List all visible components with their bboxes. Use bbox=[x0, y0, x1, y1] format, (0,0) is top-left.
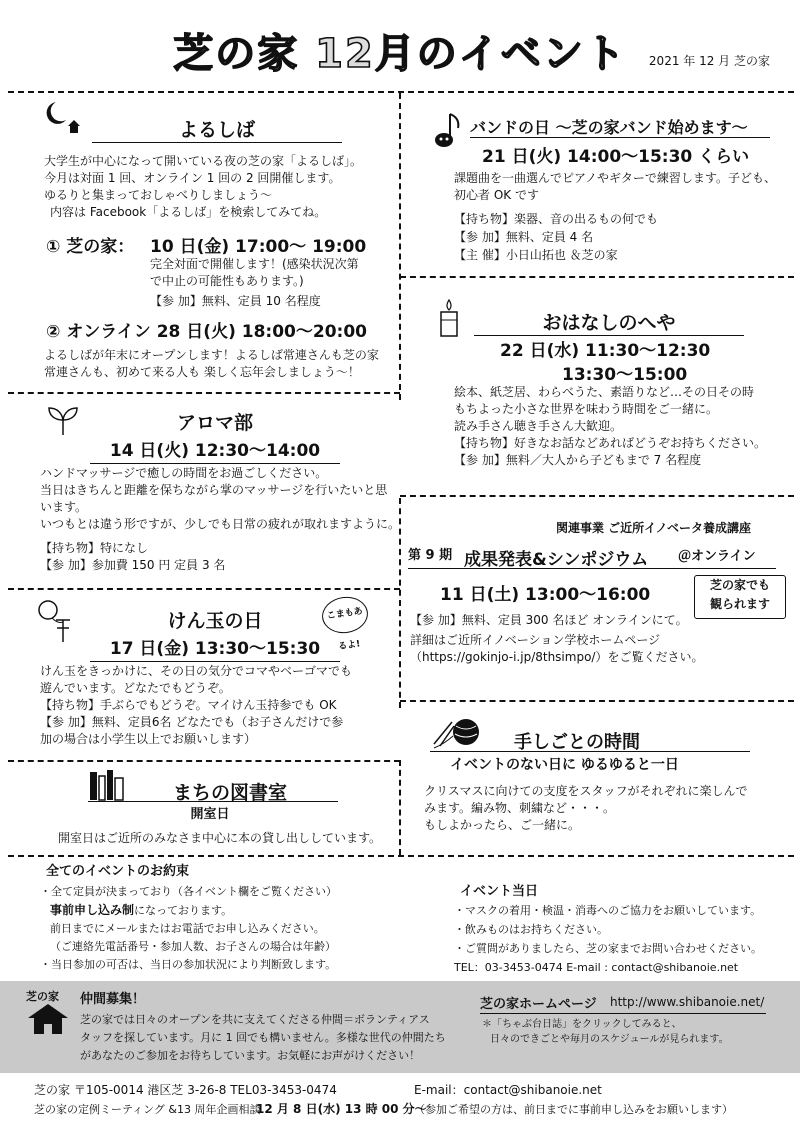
library-subtitle: 開室日 bbox=[190, 807, 230, 822]
house-icon bbox=[26, 1002, 70, 1036]
band-items: 【持ち物】楽器、音の出るもの何でも 【参 加】無料、定員 4 名 【主 催】小日山拓也 ＆芝の家 bbox=[454, 212, 659, 262]
footer-address: 芝の家 〒105-0014 港区芝 3-26-8 TEL03-3453-0474 bbox=[34, 1083, 337, 1097]
footer-email[interactable]: E-mail：contact@shibanoie.net bbox=[414, 1083, 602, 1097]
books-icon bbox=[88, 768, 128, 802]
kendama-title: けん玉の日 bbox=[167, 610, 263, 632]
library-description: 開室日はご近所のみなさま中心に本の貸し出ししています。 bbox=[58, 831, 382, 845]
band-underline bbox=[470, 137, 770, 138]
divider-left-2 bbox=[8, 588, 400, 590]
symposium-online: ＠オンライン bbox=[678, 549, 756, 564]
footer-meeting: 芝の家の定例ミーティング &13 周年企画相談 bbox=[34, 1103, 261, 1116]
band-time: 21 日(火) 14:00〜15:30 くらい bbox=[482, 147, 750, 167]
aroma-items: 【持ち物】特になし 【参 加】参加費 150 円 定員 3 名 bbox=[40, 541, 226, 572]
symposium-description: 【参 加】無料、定員 300 名ほど オンラインにて。 詳細はご近所イノベーション学校ホームページ （https://gokinjo-i.jp/8thsimpo/）をご覧ください。 bbox=[410, 613, 704, 664]
yorushiba-item1-fee: 【参 加】無料、定員 10 名程度 bbox=[150, 294, 321, 308]
divider-bottom bbox=[8, 855, 794, 857]
craft-subtitle: イベントのない日に ゆるゆると一日 bbox=[450, 757, 679, 773]
divider-right-3 bbox=[400, 700, 794, 702]
story-title: おはなしのへや bbox=[474, 308, 744, 336]
aroma-time: 14 日(火) 12:30〜14:00 bbox=[90, 436, 340, 464]
recruit-title: 仲間募集！ bbox=[80, 992, 146, 1007]
symposium-pre: 関連事業 ご近所イノベータ養成講座 bbox=[556, 521, 751, 535]
symposium-time: 11 日(土) 13:00〜16:00 bbox=[440, 585, 651, 605]
divider-left-3 bbox=[8, 760, 400, 762]
issue-date: 2021 年 12 月 芝の家 bbox=[648, 54, 770, 68]
divider-right-1 bbox=[400, 276, 794, 278]
dayof-title: イベント当日 bbox=[460, 884, 539, 899]
library-title: まちの図書室 bbox=[172, 782, 287, 804]
yorushiba-description: 大学生が中心になって開いている夜の芝の家「よるしば」。 今月は対面 1 回、オンライン 1 回の 2 回開催します。 ゆるりと集まっておしゃべりしましょう〜 内容は Facebook「よるしば」を検索してみてね。 bbox=[44, 154, 363, 219]
aroma-description: ハンドマッサージで癒しの時間をお過ごしください。 当日はきちんと距離を保ちながら掌のマッサージを行いたいと思 います。 いつもとは違う形ですが、少しでも日常の疲れが取れますように。 bbox=[40, 466, 401, 531]
story-description: 絵本、紙芝居、わらべうた、素語りなど…その日その時 もちよった小さな世界を味わう時間をご一緒に。 読み手さん聴き手さん大歓迎。 【持ち物】好きなお話などあればどうぞお持ちください。 【参 加】無料／大人から子どもまで 7 名程度 bbox=[454, 385, 767, 467]
kendama-icon bbox=[36, 598, 76, 646]
footer-meeting-time: 12 月 8 日(水) 13 時 00 分〜 bbox=[256, 1102, 427, 1116]
kendama-description: けん玉をきっかけに、その日の気分でコマやベーゴマでも 遊んでいます。どなたでもどうぞ。 【持ち物】手ぶらでもどうぞ。マイけん玉持参でも OK 【参 加】無料、定員6名 どなたでも（お子さんだけで参 加の場合は小学生以上でお願いします） bbox=[40, 664, 353, 746]
story-time-1: 22 日(水) 11:30〜12:30 bbox=[500, 341, 711, 361]
story-time-2: 13:30〜15:00 bbox=[562, 365, 688, 385]
divider-right-2 bbox=[400, 495, 794, 497]
rules-title: 全てのイベントのお約束 bbox=[46, 864, 190, 879]
dayof-list: ・マスクの着用・検温・消毒へのご協力をお願いしています。 ・飲みものはお持ちください。 ・ご質問がありましたら、芝の家までお問い合わせください。 TEL：03-3453-0474 E-mail : contact@shibanoie.net bbox=[454, 904, 762, 974]
divider-center-upper bbox=[399, 93, 401, 400]
homepage-underline bbox=[480, 1013, 766, 1014]
homepage-url[interactable]: http://www.shibanoie.net/ bbox=[610, 995, 765, 1009]
yorushiba-closing: よるしばが年末にオープンします！よるしば常連さんも芝の家 常連さんも、初めて来る人も 楽しく忘年会しましょう〜！ bbox=[44, 348, 379, 379]
band-title: バンドの日 〜芝の家バンド始めます〜 bbox=[470, 118, 748, 137]
kendama-time: 17 日(金) 13:30〜15:30 bbox=[90, 634, 340, 662]
kendama-badge: こまもあるよ! bbox=[320, 594, 371, 636]
music-note-icon bbox=[428, 108, 472, 152]
recruit-logo-text: 芝の家 bbox=[26, 990, 59, 1003]
craft-description: クリスマスに向けての支度をスタッフがそれぞれに楽しんで みます。編み物、刺繍など・・・。 もしよかったら、ご一緒に。 bbox=[424, 784, 748, 832]
sprout-icon bbox=[46, 403, 80, 437]
symposium-title: 成果発表&シンポジウム bbox=[464, 550, 649, 570]
divider-center-bottom bbox=[399, 760, 401, 855]
craft-title: 手しごとの時間 bbox=[514, 732, 640, 753]
yorushiba-item1-time: 10 日(金) 17:00〜 19:00 bbox=[150, 237, 367, 257]
yarn-icon bbox=[432, 714, 482, 750]
craft-underline bbox=[430, 751, 750, 752]
yorushiba-item2: ② オンライン 28 日(火) 18:00〜20:00 bbox=[46, 322, 367, 342]
aroma-title: アロマ部 bbox=[176, 412, 253, 434]
divider-top bbox=[8, 91, 794, 93]
recruit-description: 芝の家では日々のオープンを共に支えてくださる仲間＝ボランティアス タッフを探しています。月に 1 回でも構いません。多様な世代の仲間たち があなたのご参加をお待ちしています。お気軽にお声がけください！ bbox=[80, 1013, 446, 1062]
homepage-description: ＊「ちゃぶ台日誌」をクリックしてみると、 日々のできごとや毎月のスケジュールが見られます。 bbox=[482, 1019, 729, 1045]
candle-icon bbox=[432, 298, 466, 338]
yorushiba-item1-label: ① 芝の家： bbox=[46, 237, 135, 257]
yorushiba-item1-note: 完全対面で開催します！(感染状況次第 で中止の可能性もあります。) bbox=[150, 257, 359, 288]
band-description: 課題曲を一曲選んでピアノやギターで練習します。子ども、 初心者 OK です bbox=[454, 171, 776, 202]
yorushiba-title: よるしば bbox=[92, 115, 342, 143]
moon-house-icon bbox=[44, 100, 84, 134]
symposium-box: 芝の家でも 観られます bbox=[694, 575, 786, 619]
homepage-title: 芝の家ホームページ bbox=[480, 997, 597, 1012]
library-underline bbox=[88, 801, 338, 802]
footer-meeting-note: （参加ご希望の方は、前日までに事前申し込みをお願いします） bbox=[414, 1103, 733, 1116]
rules-list: ・全て定員が決まっており（各イベント欄をご覧ください） 事前申し込み制になっております。 前日までにメールまたはお電話でお申し込みください。 （ご連絡先電話番号・参加人数、お子さんの場合は年齢） ・当日参加の可否は、当日の参加状況により判断致します。 bbox=[40, 885, 337, 971]
page-title: 芝の家 12月のイベント bbox=[173, 31, 627, 77]
symposium-period: 第 9 期 bbox=[408, 548, 453, 563]
symposium-underline bbox=[408, 568, 776, 569]
divider-left-1 bbox=[8, 392, 400, 394]
